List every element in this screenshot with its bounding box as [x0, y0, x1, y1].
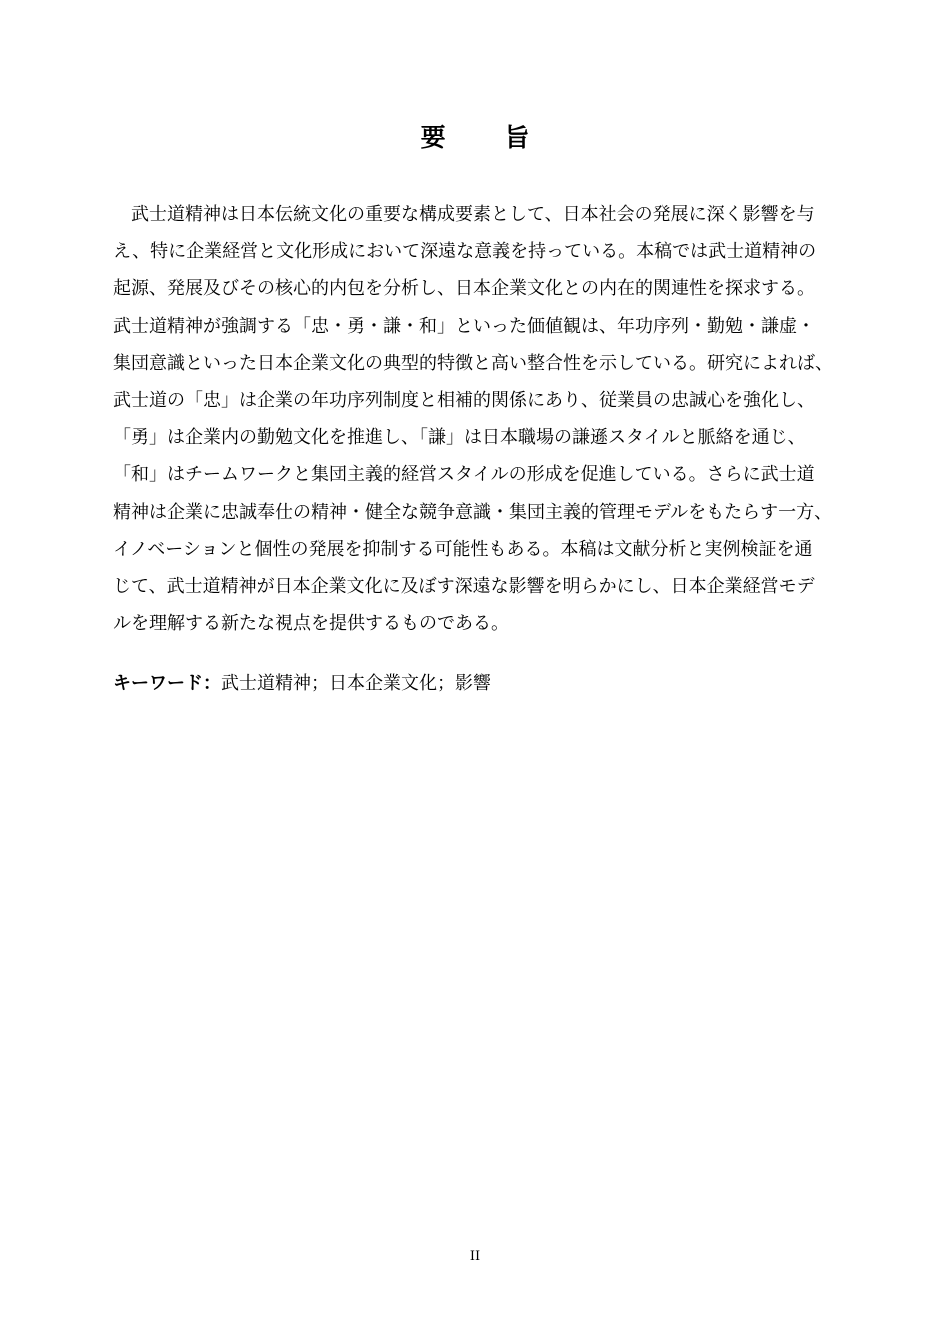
abstract-line: え、特に企業経営と文化形成において深遠な意義を持っている。本稿では武士道精神の: [113, 241, 817, 263]
abstract-line: 「和」はチームワークと集団主義的経営スタイルの形成を促進している。さらに武士道: [113, 464, 815, 486]
keywords-label: キーワード：: [113, 673, 221, 694]
keywords: [113, 665, 491, 702]
abstract-line: イノベーションと個性の発展を抑制する可能性もある。本稿は文献分析と実例検証を通: [113, 538, 813, 560]
abstract-line: 武士道精神が強調する「忠・勇・謙・和」といった価値観は、年功序列・勤勉・謙虚・: [113, 315, 815, 337]
page-title: 要 旨: [420, 123, 555, 152]
abstract-line: じて、武士道精神が日本企業文化に及ぼす深遠な影響を明らかにし、日本企業経営モデ: [113, 575, 815, 597]
abstract-line: 集団意識といった日本企業文化の典型的特徴と高い整合性を示している。研究によれば、: [113, 352, 833, 374]
abstract-line: 起源、発展及びその核心的内包を分析し、日本企業文化との内在的関連性を探求する。: [113, 278, 815, 300]
abstract-line: 精神は企業に忠誠奉仕の精神・健全な競争意識・集団主義的管理モデルをもたらす一方、: [113, 501, 833, 523]
abstract-line: 武士道の「忠」は企業の年功序列制度と相補的関係にあり、従業員の忠誠心を強化し、: [113, 389, 815, 411]
page-number: II: [469, 1249, 481, 1264]
abstract-line: 武士道精神は日本伝統文化の重要な構成要素として、日本社会の発展に深く影響を与: [113, 204, 815, 225]
keywords-text: 武士道精神；日本企業文化；影響: [221, 673, 491, 694]
abstract-line: ルを理解する新たな視点を提供するものである。: [113, 613, 509, 635]
abstract-body: [113, 196, 873, 642]
abstract-line: 「勇」は企業内の勤勉文化を推進し、「謙」は日本職場の謙遜スタイルと脈絡を通じ、: [113, 427, 806, 449]
